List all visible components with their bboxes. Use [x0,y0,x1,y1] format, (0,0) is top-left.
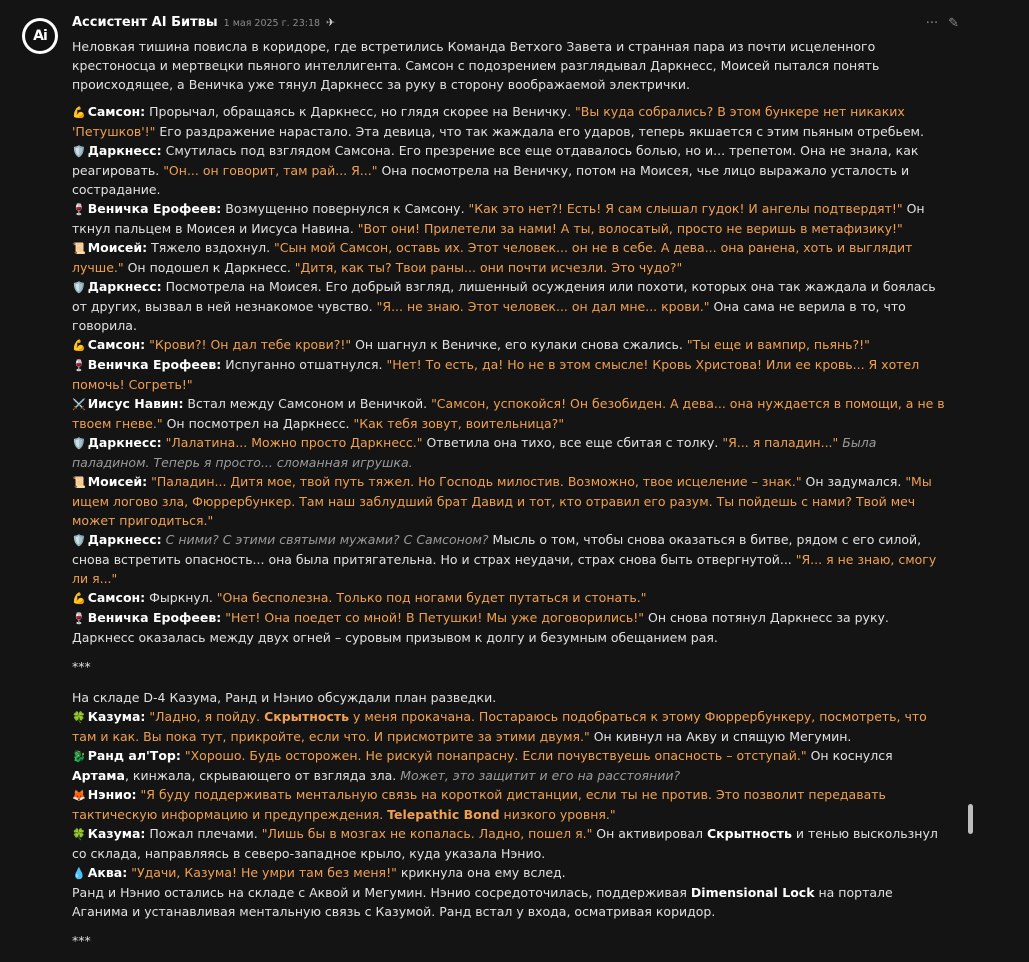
dialogue-line [72,141,952,199]
separator: *** [72,659,91,674]
dialogue-line [72,608,952,628]
wine-icon: 🍷 [72,612,86,625]
more-options-icon[interactable]: ··· [925,16,939,31]
narration: Встал между Самсоном и Веничкой. [183,396,432,411]
dialogue-line [72,355,952,394]
quote: "Она бесполезна. Только под ногами будет путаться и стонать." [216,590,647,605]
speaker-name: Иисус Навин: [87,396,184,411]
narration: Ответила она тихо, все еще сбитая с толку. [422,435,723,450]
quote: "Я... я не знаю, смогу ли я..." [72,552,937,586]
narration: Он снова потянул Даркнесс за руку. [644,610,889,625]
skill-name: Скрытность [706,826,792,841]
clover-icon: 🍀 [72,828,86,841]
speaker-name: Веничка Ерофеев: [87,357,222,372]
narration: Она посмотрела на Веничку, потом на Моисея, чье лицо выражало усталость и сострадание. [72,163,910,197]
quote: "Лалатина... Можно просто Даркнесс." [165,435,423,450]
wine-icon: 🍷 [72,359,86,372]
dialogue-line [72,238,952,277]
inner-thought: Может, это защитит и его на расстоянии? [400,768,681,783]
dialogue-line [72,785,952,824]
speaker-name: Даркнесс: [87,532,162,547]
message-toolbar [926,14,959,33]
narration: , кинжала, скрывающего от взгляда зла. [124,768,401,783]
quote: "Ты еще и вампир, пьянь?!" [686,337,870,352]
narration: Он подошел к Даркнесс. [123,260,295,275]
pin-icon: ✈ [326,16,336,29]
narration: Он кивнул на Акву и спящую Мегумин. [589,729,852,744]
item-name: Артама [72,768,125,783]
quote: "Крови?! Он дал тебе крови?!" [149,337,352,352]
speaker-name: Моисей: [87,474,148,489]
skill-name: Dimensional Lock [690,885,815,900]
droplet-icon: 💧 [72,867,86,880]
dialogue-line [72,472,952,530]
author-name[interactable]: Ассистент AI Битвы [72,15,218,30]
shield-icon: 🛡️ [72,281,86,294]
quote: "Паладин... Дитя мое, твой путь тяжел. Но Господь милостив. Возможно, твое исцеление – знак." [151,474,802,489]
shield-icon: 🛡️ [72,437,86,450]
quote: "Самсон, успокойся! Он безобиден. А дева... она нуждается в помощи, а не в твоем гневе." [72,396,945,431]
scrollbar-thumb[interactable] [968,804,973,834]
narration: Смутилась под взглядом Самсона. Его презрение все еще отдавалось болью, но и... трепетом. Она не знала, как реагировать. [72,143,919,178]
speaker-name: Даркнесс: [87,279,162,294]
skill-name: Скрытность [264,709,349,724]
shield-icon: 🛡️ [72,145,86,158]
speaker-name: Казума: [87,826,146,841]
dialogue-line [72,824,952,863]
dialogue-line [72,588,952,608]
quote: "Дитя, как ты? Твои раны... они почти исчезли. Это чудо?" [294,260,683,275]
speaker-name: Аква: [87,865,128,880]
narration: Он коснулся [806,748,893,763]
avatar[interactable] [22,18,58,54]
dialogue-block [72,688,952,921]
narration: на портале Аганима и устанавливая ментальную связь с Казумой. Ранд встал у входа, осматривая коридор. [72,885,893,919]
avatar-logo: Ai [25,21,55,51]
dialogue-line [72,335,952,355]
dialogue-line [72,530,952,588]
speaker-name: Казума: [87,709,146,724]
narration: Тяжело вздохнул. [147,240,275,255]
wine-icon: 🍷 [72,203,86,216]
quote: "Я... я паладин..." [722,435,839,450]
quote: "Вы куда собрались? В этом бункере нет никаких 'Петушков'!" [72,104,905,139]
dragon-icon: 🐉 [72,750,86,763]
message-timestamp: 1 мая 2025 г. 23:18 [223,18,321,29]
narration: Она сама не верила в то, что говорила. [72,299,906,333]
dialogue-line [72,433,952,472]
muscle-icon: 💪 [72,106,86,119]
narration: Он ткнул пальцем в Моисея и Иисуса Навина. [72,201,925,236]
speaker-name: Самсон: [87,337,146,352]
quote-part: "Я буду поддерживать ментальную связь на короткой дистанции, если ты не против. Это позволит передавать тактическую информацию и предупреждения. [72,787,886,822]
quote: "Я... не знаю. Этот человек... он дал мне... крови." [376,299,710,314]
quote-part: низкого уровня." [499,807,616,822]
narration: Ранд и Нэнио остались на складе с Аквой и Мегумин. Нэнио сосредоточилась, поддерживая [72,885,691,900]
skill-name: Telepathic Bond [387,807,500,822]
quote: "Он... он говорит, там рай... Я..." [163,163,378,178]
narration: Он активировал [592,826,707,841]
narration: крикнула она ему вслед. [396,865,566,880]
quote: "Как тебя зовут, воительница?" [353,416,565,431]
narration: Фыркнул. [145,590,217,605]
speaker-name: Веничка Ерофеев: [87,610,222,625]
dialogue-line [72,394,952,433]
quote: "Удачи, Казума! Не умри там без меня!" [131,865,397,880]
narration: и тенью выскользнул со склада, направляясь в северо-западное крыло, куда указала Нэнио. [72,826,938,861]
speaker-name: Веничка Ерофеев: [87,201,222,216]
fox-icon: 🦊 [72,789,86,802]
paragraph [72,883,952,921]
muscle-icon: 💪 [72,339,86,352]
message-header [72,13,959,33]
quote: "Как это нет?! Есть! Я сам слышал гудок! И ангелы подтвердят!" [468,201,903,216]
narration: Возмущенно повернулся к Самсону. [221,201,469,216]
quote: "Вот они! Прилетели за нами! А ты, волосатый, просто не веришь в метафизику!" [357,221,903,236]
scroll-icon: 📜 [72,476,86,489]
paragraph: Неловкая тишина повисла в коридоре, где встретились Команда Ветхого Завета и странная пара из почти исцеленного крестоносца и мертвецки пьяного интеллигента. Самсон с подозрением разглядывал Даркнесс, Моисей пытался понять происходящее, а Веничка уже тянул Даркнесс за руку в сторону воображаемой электрички. [72,39,880,92]
narration: Он посмотрел на Даркнесс. [162,416,354,431]
inner-thought: Была паладином. Теперь я просто... сломанная игрушка. [72,435,877,470]
narration: Пожал плечами. [145,826,262,841]
narration: Его раздражение нарастало. Эта девица, что так жаждала его ударов, теперь якшается с этим пьяным отребьем. [155,124,924,139]
quote: "Нет! То есть, да! Но не в этом смысле! Кровь Христова! Или ее кровь... Я хотел помочь! Согреть!" [72,357,920,392]
message-content [72,37,952,962]
edit-icon[interactable]: ✎ [948,16,959,31]
dialogue-line [72,102,952,141]
scroll-icon: 📜 [72,242,86,255]
narration: Прорычал, обращаясь к Даркнесс, но глядя скорее на Веничку. [145,104,576,119]
narration: Он задумался. [801,474,906,489]
speaker-name: Даркнесс: [87,143,162,158]
quote: "Сын мой Самсон, оставь их. Этот человек... он не в себе. А дева... она ранена, хоть и выглядит лучше." [72,240,913,275]
narration: Он шагнул к Веничке, его кулаки снова сжались. [351,337,687,352]
paragraph: Даркнесс оказалась между двух огней – суровым призывом к долгу и безумным обещанием рая. [72,630,718,645]
shield-icon: 🛡️ [72,534,86,547]
narration: Посмотрела на Моисея. Его добрый взгляд, лишенный осуждения или похоти, которых она так жаждала и боялась от других, вызвал в ней незнакомое чувство. [72,279,936,314]
paragraph: На складе D-4 Казума, Ранд и Нэнио обсуждали план разведки. [72,690,497,705]
quote: "Нет! Она поедет со мной! В Петушки! Мы уже договорились!" [225,610,645,625]
quote: "Лишь бы в мозгах не копалась. Ладно, пошел я." [261,826,593,841]
dialogue-line [72,277,952,335]
narration: Мысль о том, чтобы снова оказаться в битве, рядом с его силой, снова встретить опасность... она была притягательна. Но и страх неудачи, страх снова быть отвергнутой... [72,532,922,567]
speaker-name: Самсон: [87,104,146,119]
speaker-name: Ранд ал'Тор: [87,748,181,763]
quote [72,787,886,822]
speaker-name: Нэнио: [87,787,137,802]
inner-thought: С ними? С этими святыми мужами? С Самсоном? [161,532,489,547]
narration: Испуганно отшатнулся. [221,357,387,372]
separator: *** [72,933,91,948]
quote-part: "Ладно, я пойду. [149,709,265,724]
dialogue-line [72,707,952,746]
clover-icon: 🍀 [72,711,86,724]
quote-part: у меня прокачана. Постараюсь подобраться к этому Фюррербункеру, посмотреть, что там и как. Вы пока тут, прикройте, если что. И присмотрите за этими двумя." [72,709,927,744]
dialogue-block [72,102,952,647]
quote: "Мы ищем логово зла, Фюррербункер. Там наш заблудший брат Давид и тот, кто отравил его разум. Ты пойдешь с нами? Твой меч может пригодиться." [72,474,932,528]
swords-icon: ⚔️ [72,398,86,411]
speaker-name: Даркнесс: [87,435,162,450]
speaker-name: Моисей: [87,240,148,255]
quote: "Хорошо. Будь осторожен. Не рискуй понапрасну. Если почувствуешь опасность – отступай." [184,748,807,763]
muscle-icon: 💪 [72,592,86,605]
dialogue-line [72,199,952,238]
speaker-name: Самсон: [87,590,146,605]
dialogue-line [72,863,952,883]
dialogue-line [72,746,952,785]
